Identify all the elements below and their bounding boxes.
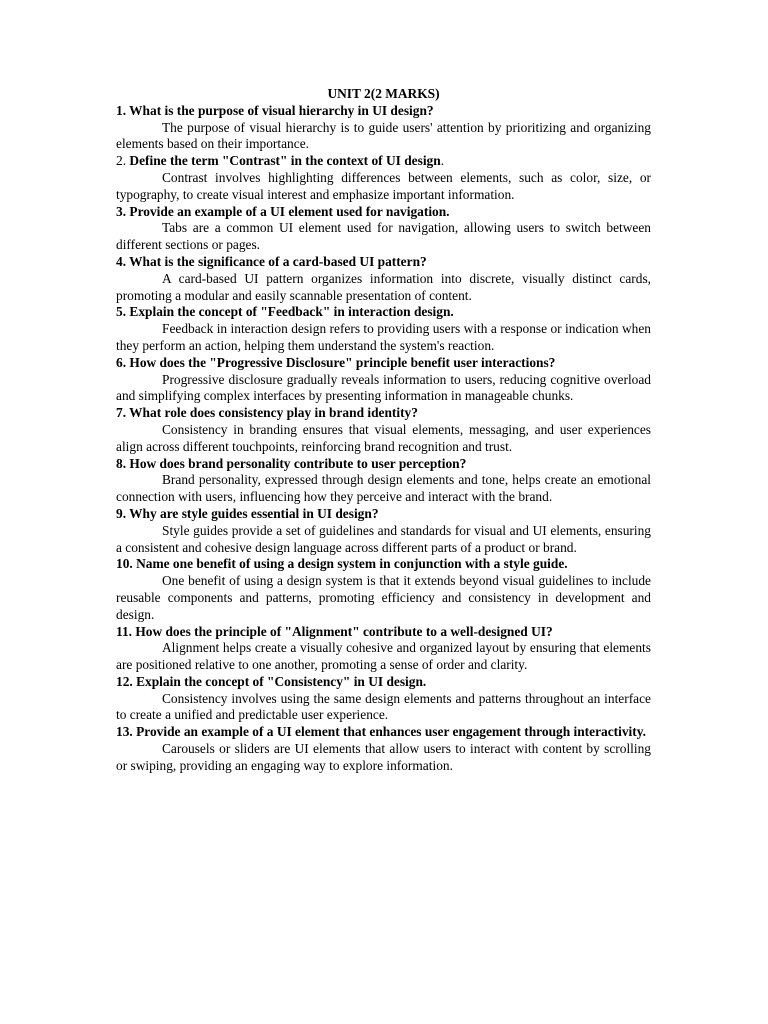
answer-11: Alignment helps create a visually cohesive and organized layout by ensuring that elements are positioned relative to one another, promoting a sense of order and clarity. — [116, 640, 651, 673]
answer-12: Consistency involves using the same design elements and patterns throughout an interface to create a unified and predictable user experience. — [116, 690, 651, 723]
qa-item-9 — [116, 506, 651, 556]
question-text: Provide an example of a UI element that enhances user engagement through interactivity. — [136, 724, 647, 740]
question-number: 2. — [116, 153, 127, 169]
document-page — [116, 86, 651, 775]
question-number: 8. — [116, 455, 127, 471]
question-text: What is the purpose of visual hierarchy in UI design? — [129, 102, 434, 118]
question-number: 3. — [116, 203, 127, 219]
question-3 — [116, 204, 651, 221]
question-11 — [116, 624, 651, 641]
question-text: Define the term "Contrast" in the context of UI design — [129, 153, 441, 169]
question-text: Name one benefit of using a design system in conjunction with a style guide. — [136, 556, 568, 572]
question-number: 9. — [116, 505, 127, 521]
answer-1: The purpose of visual hierarchy is to guide users' attention by prioritizing and organizing elements based on their importance. — [116, 119, 651, 152]
question-text: Explain the concept of "Feedback" in interaction design. — [129, 304, 454, 320]
qa-item-11 — [116, 624, 651, 674]
question-10 — [116, 556, 651, 573]
question-text: How does the principle of "Alignment" contribute to a well-designed UI? — [135, 623, 553, 639]
qa-item-6 — [116, 355, 651, 405]
question-text: How does brand personality contribute to user perception? — [129, 455, 467, 471]
qa-item-7 — [116, 405, 651, 455]
question-9 — [116, 506, 651, 523]
question-number: 6. — [116, 354, 127, 370]
question-text: How does the "Progressive Disclosure" principle benefit user interactions? — [129, 354, 556, 370]
answer-2: Contrast involves highlighting differences between elements, such as color, size, or typography, to create visual interest and emphasize important information. — [116, 169, 651, 202]
qa-item-4 — [116, 254, 651, 304]
question-number: 5. — [116, 304, 127, 320]
question-text: Explain the concept of "Consistency" in UI design. — [136, 673, 427, 689]
question-13 — [116, 724, 651, 741]
answer-3: Tabs are a common UI element used for navigation, allowing users to switch between different sections or pages. — [116, 220, 651, 253]
question-5 — [116, 304, 651, 321]
qa-item-3 — [116, 204, 651, 254]
question-number: 12. — [116, 673, 133, 689]
question-2 — [116, 153, 651, 170]
qa-item-2 — [116, 153, 651, 203]
question-number: 1. — [116, 102, 127, 118]
answer-9: Style guides provide a set of guidelines and standards for visual and UI elements, ensuring a consistent and cohesive design language across different parts of a product or brand. — [116, 522, 651, 555]
qa-item-13 — [116, 724, 651, 774]
qa-item-12 — [116, 674, 651, 724]
answer-13: Carousels or sliders are UI elements that allow users to interact with content by scrolling or swiping, providing an engaging way to explore information. — [116, 741, 651, 773]
question-number: 13. — [116, 724, 133, 740]
question-number: 4. — [116, 253, 127, 269]
answer-10: One benefit of using a design system is that it extends beyond visual guidelines to include reusable components and patterns, promoting efficiency and consistency in development and design. — [116, 573, 651, 622]
qa-item-1 — [116, 103, 651, 153]
question-6 — [116, 355, 651, 372]
qa-item-5 — [116, 304, 651, 354]
question-text: Why are style guides essential in UI design? — [129, 505, 379, 521]
question-1 — [116, 103, 651, 120]
question-text: What role does consistency play in brand identity? — [129, 405, 418, 421]
answer-5: Feedback in interaction design refers to providing users with a response or indication when they perform an action, helping them understand the system's reaction. — [116, 321, 651, 353]
document-title: UNIT 2(2 MARKS) — [327, 86, 440, 101]
question-text: What is the significance of a card-based UI pattern? — [129, 253, 427, 269]
question-number: 10. — [116, 556, 133, 572]
answer-8: Brand personality, expressed through design elements and tone, helps create an emotional connection with users, influencing how they perceive and interact with the brand. — [116, 472, 651, 505]
question-8 — [116, 456, 651, 473]
question-suffix: . — [440, 153, 445, 169]
qa-item-10 — [116, 556, 651, 623]
question-7 — [116, 405, 651, 422]
question-4 — [116, 254, 651, 271]
answer-4: A card-based UI pattern organizes information into discrete, visually distinct cards, promoting a modular and easily scannable presentation of content. — [116, 270, 651, 303]
question-number: 7. — [116, 405, 127, 421]
question-text: Provide an example of a UI element used for navigation. — [129, 203, 450, 219]
question-12 — [116, 674, 651, 691]
answer-6: Progressive disclosure gradually reveals information to users, reducing cognitive overload and simplifying complex interfaces by presenting information in manageable chunks. — [116, 371, 651, 404]
question-number: 11. — [116, 623, 132, 639]
qa-item-8 — [116, 456, 651, 506]
answer-7: Consistency in branding ensures that visual elements, messaging, and user experiences align across different touchpoints, reinforcing brand recognition and trust. — [116, 421, 651, 454]
